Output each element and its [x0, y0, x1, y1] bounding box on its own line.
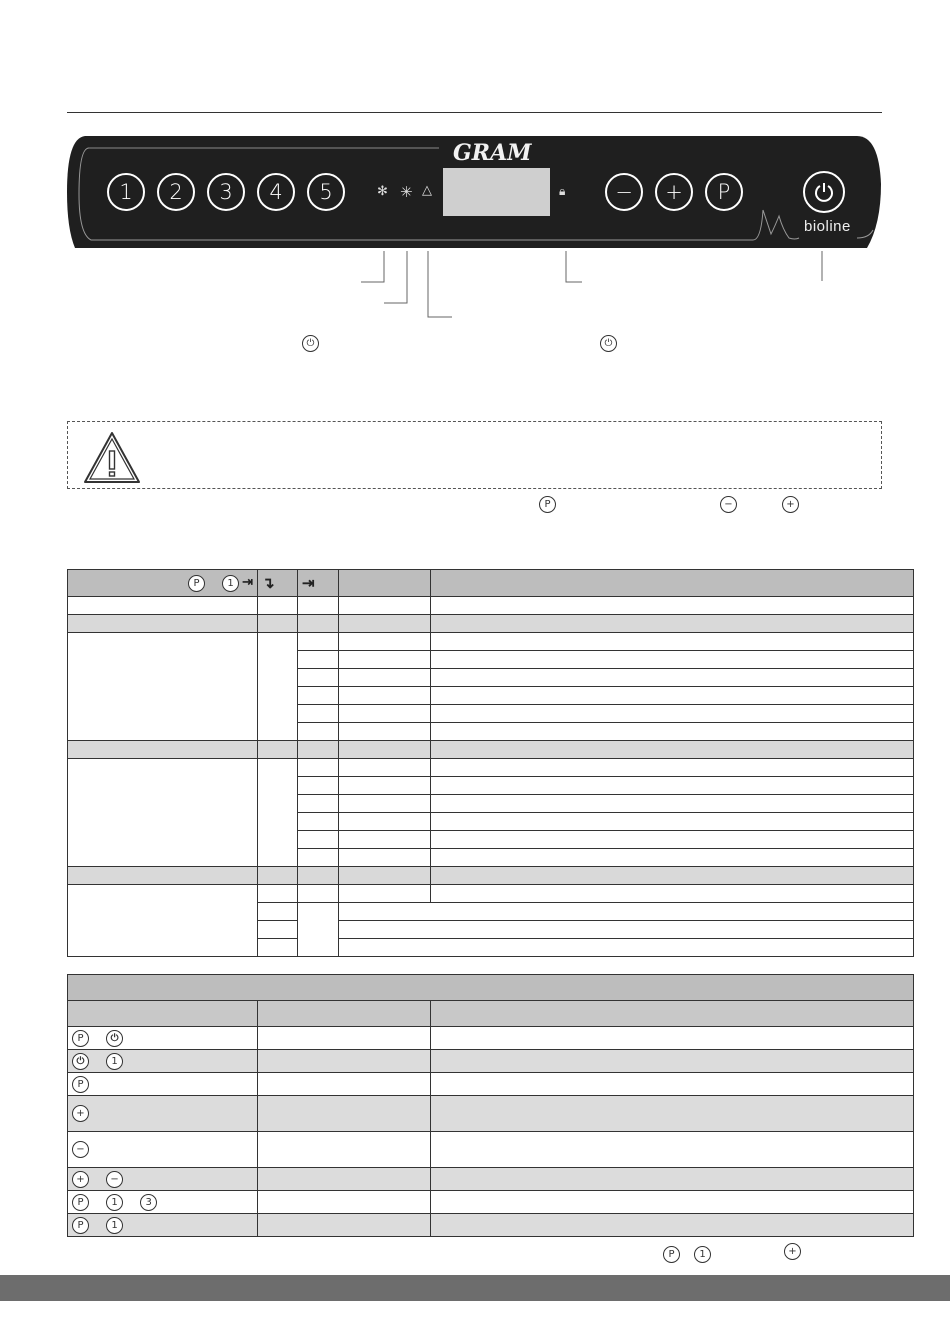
table-row — [68, 1132, 914, 1168]
p-key-icon: P — [72, 1217, 89, 1234]
power-key-icon: ⏻ — [72, 1053, 89, 1070]
p-key-icon: P — [72, 1030, 89, 1047]
table-row — [68, 597, 914, 615]
table-row — [68, 867, 914, 885]
table-row — [68, 1050, 914, 1073]
warning-triangle-icon — [82, 430, 142, 486]
defrost-icon: ✻ — [377, 184, 388, 199]
power-key-icon: ⏻ — [106, 1030, 123, 1047]
lock-icon: 🔒︎ — [559, 184, 566, 198]
display-screen — [443, 168, 550, 216]
one-key-icon: 1 — [106, 1217, 123, 1234]
table-row — [68, 1191, 914, 1214]
footer-bar — [0, 1275, 950, 1301]
key-5-button[interactable]: 5 — [307, 173, 345, 211]
table-header-row — [68, 1001, 914, 1027]
header-key-cell — [68, 570, 258, 597]
table-row — [68, 1214, 914, 1237]
svg-text:GRAM: GRAM — [453, 140, 532, 166]
p-key-icon: P — [663, 1246, 680, 1263]
table-row — [68, 1168, 914, 1191]
bioline-label: bioline — [804, 218, 851, 235]
minus-key-icon: − — [720, 496, 737, 513]
key-2-button[interactable]: 2 — [157, 173, 195, 211]
table-row — [68, 885, 914, 903]
three-key-icon: 3 — [140, 1194, 157, 1211]
gram-logo — [451, 138, 547, 166]
power-symbol-icon: ⏻ — [302, 335, 319, 352]
control-panel — [67, 134, 883, 250]
table-row — [68, 1096, 914, 1132]
program-button[interactable]: P — [705, 173, 743, 211]
key-1-button[interactable]: 1 — [107, 173, 145, 211]
key-4-button[interactable]: 4 — [257, 173, 295, 211]
arrow-right-icon: ⇥ — [298, 570, 339, 597]
table-title-row — [68, 975, 914, 1001]
one-key-icon: 1 — [694, 1246, 711, 1263]
minus-button[interactable]: − — [605, 173, 643, 211]
freeze-icon: ✳ — [400, 183, 413, 201]
parameter-table — [67, 569, 914, 957]
plus-key-icon: + — [784, 1243, 801, 1260]
plus-key-icon: + — [782, 496, 799, 513]
p-key-icon: P — [188, 575, 205, 592]
one-key-icon: 1 — [106, 1053, 123, 1070]
key-combination-table — [67, 974, 914, 1237]
table-row — [68, 615, 914, 633]
arrow-down-icon: ↴ — [258, 570, 298, 597]
plus-button[interactable]: + — [655, 173, 693, 211]
table-row — [68, 633, 914, 651]
plus-key-icon: + — [72, 1105, 89, 1122]
power-symbol-icon: ⏻ — [600, 335, 617, 352]
table-row — [68, 759, 914, 777]
warning-box — [67, 421, 882, 489]
power-icon — [813, 181, 835, 203]
one-key-icon: 1 — [106, 1194, 123, 1211]
plus-key-icon: + — [72, 1171, 89, 1188]
arrow-right-icon: ⇥ — [242, 574, 253, 590]
minus-key-icon: − — [72, 1141, 89, 1158]
table-row — [68, 741, 914, 759]
top-rule — [67, 112, 882, 113]
power-button[interactable] — [803, 171, 845, 213]
p-key-icon: P — [72, 1194, 89, 1211]
table-row — [68, 1073, 914, 1096]
table-row — [68, 1027, 914, 1050]
p-key-icon: P — [539, 496, 556, 513]
minus-key-icon: − — [106, 1171, 123, 1188]
p-key-icon: P — [72, 1076, 89, 1093]
alarm-icon: △ — [422, 183, 432, 198]
key-3-button[interactable]: 3 — [207, 173, 245, 211]
one-key-icon: 1 — [222, 575, 239, 592]
